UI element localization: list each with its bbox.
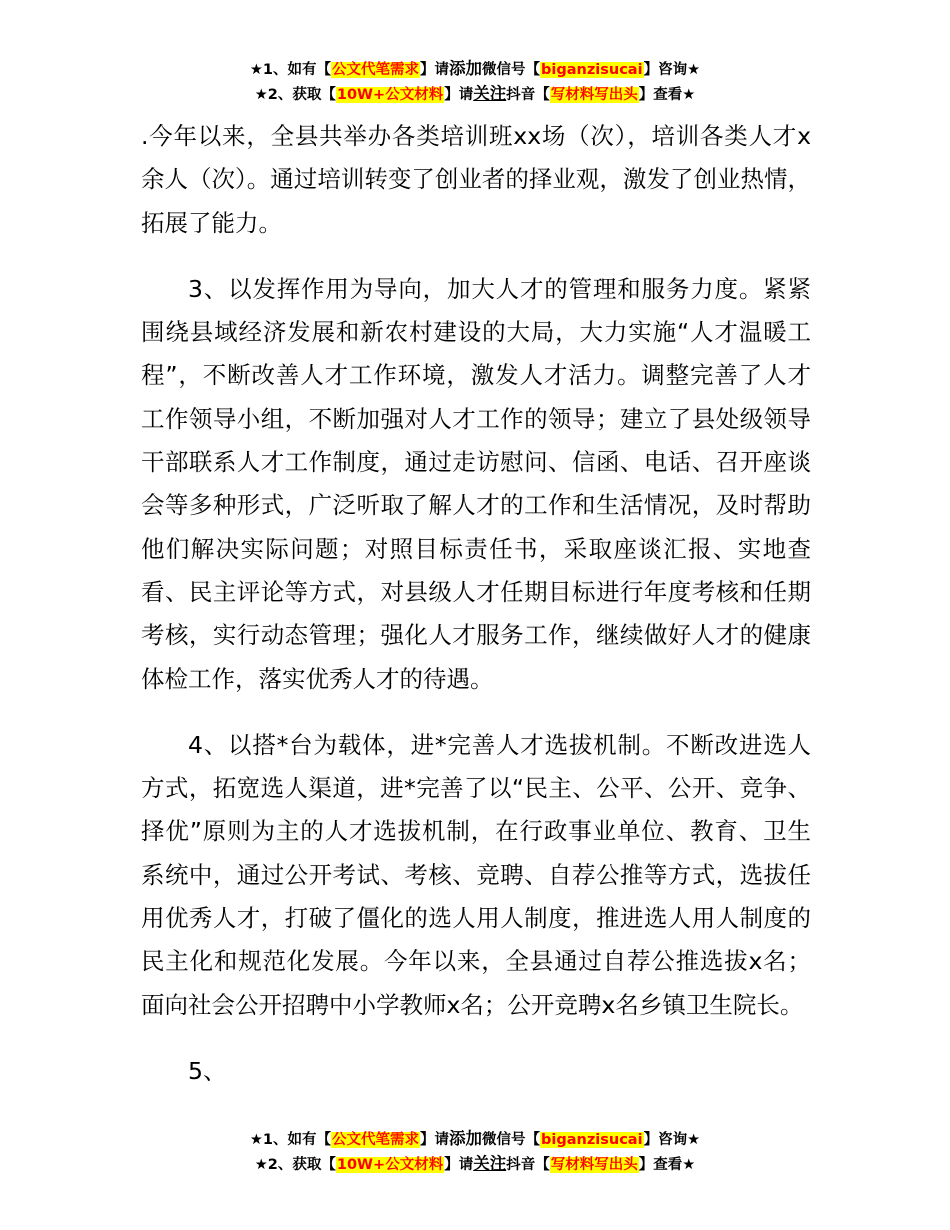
banner-line-1 [0,1127,950,1152]
banner-emphasis: 关注 [473,84,507,103]
paragraph-management-service: 3、以发挥作用为导向，加大人才的管理和服务力度。紧紧围绕县域经济发展和新农村建设的大局，大力实施“人才温暖工程”，不断改善人才工作环境，激发人才活力。调整完善了人才工作领导小组，不断加强对人才工作的领导；建立了县处级领导干部联系人才工作制度，通过走访慰问、信函、电话、召开座谈会等多种形式，广泛听取了解人才的工作和生活情况，及时帮助他们解决实际问题；对照目标责任书，采取座谈汇报、实地查看、民主评论等方式，对县级人才任期目标进行年度考核和任期考核，实行动态管理；强化人才服务工作，继续做好人才的健康体检工作，落实优秀人才的待遇。 [141,274,811,693]
paragraph-item-5: 5、 [188,1056,227,1085]
banner-text: ★2、获取【 [254,1157,336,1173]
paragraph-selection-mechanism: 4、以搭*台为载体，进*完善人才选拔机制。不断改进选人方式，拓宽选人渠道，进*完善了以“民主、公平、公开、竞争、择优”原则为主的人才选拔机制，在行政事业单位、教育、卫生系统中，通过公开考试、考核、竞聘、自荐公推等方式，选拔任用优秀人才，打破了僵化的选人用人制度，推进选人用人制度的民主化和规范化发展。今年以来，全县通过自荐公推选拔x名；面向社会公开招聘中小学教师x名；公开竞聘x名乡镇卫生院长。 [141,730,811,1019]
footer-banner [0,1127,950,1177]
banner-text: 抖音【 [506,87,550,103]
banner-text: 】查看★ [638,1157,696,1173]
banner-text: 】查看★ [638,87,696,103]
document-body [141,115,811,1116]
highlight-douyin-id: 写材料写出头 [550,87,638,103]
banner-text: 微信号【 [482,1132,541,1148]
highlight-wechat-id: biganzisucai [541,62,643,78]
banner-text: 】咨询★ [643,62,701,78]
banner-line-2 [0,1152,950,1177]
banner-text: 微信号【 [482,62,541,78]
highlight-douyin-id: 写材料写出头 [550,1157,638,1173]
highlight-materials: 10W+公文材料 [336,87,444,103]
banner-text: ★2、获取【 [254,87,336,103]
paragraph-training: .今年以来，全县共举办各类培训班xx场（次），培训各类人才x余人（次）。通过培训转变了创业者的择业观，激发了创业热情，拓展了能力。 [141,122,811,237]
header-banner [0,57,950,107]
banner-line-2 [0,82,950,107]
banner-text: ★1、如有【 [249,1132,332,1148]
banner-text: 】请 [444,1157,474,1173]
highlight-materials: 10W+公文材料 [336,1157,444,1173]
banner-text: 】请 [420,62,450,78]
banner-text: 】请 [420,1132,450,1148]
banner-text: 】咨询★ [643,1132,701,1148]
banner-text: 抖音【 [506,1157,550,1173]
banner-emphasis: 添加 [449,59,483,78]
banner-line-1 [0,57,950,82]
highlight-service: 公文代笔需求 [332,62,420,78]
banner-text: 】请 [444,87,474,103]
banner-emphasis: 关注 [473,1154,507,1173]
banner-emphasis: 添加 [449,1129,483,1148]
highlight-service: 公文代笔需求 [332,1132,420,1148]
highlight-wechat-id: biganzisucai [541,1132,643,1148]
banner-text: ★1、如有【 [249,62,332,78]
